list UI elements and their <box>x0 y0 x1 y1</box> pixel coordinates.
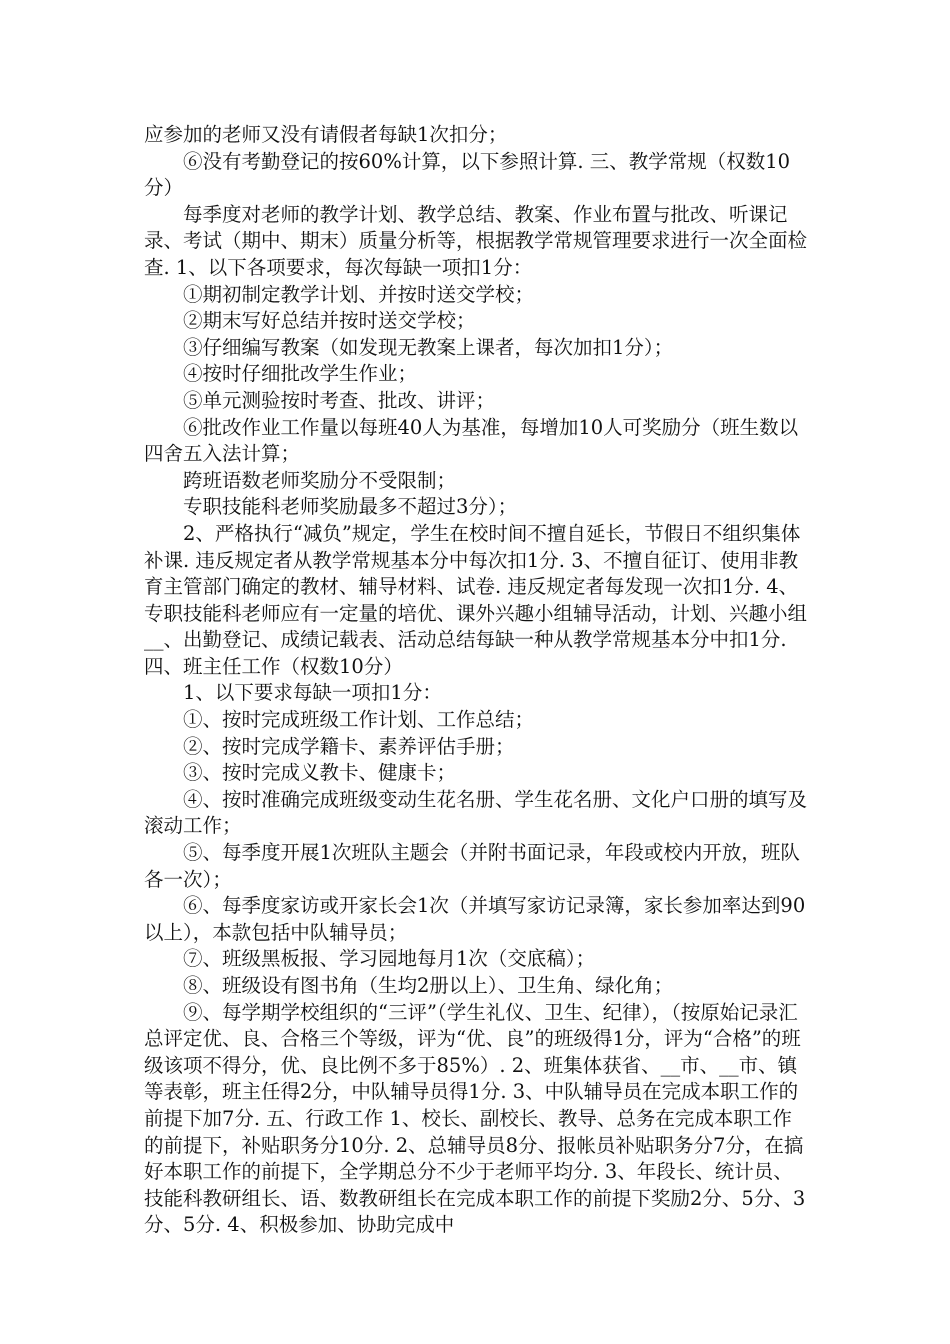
document-body <box>144 122 808 1239</box>
paragraph-3: 每季度对老师的教学计划、教学总结、教案、作业布置与批改、听课记录、考试（期中、期末）质量分析等，根据教学常规管理要求进行一次全面检查. 1、以下各项要求，每次每缺一项扣1分： <box>144 202 808 279</box>
paragraph-9: ⑥批改作业工作量以每班40人为基准，每增加10人可奖励分（班生数以四舍五入法计算； <box>144 415 799 466</box>
paragraph-6: ③仔细编写教案（如发现无教案上课者，每次加扣1分）； <box>183 335 674 359</box>
paragraph-7: ④按时仔细批改学生作业； <box>183 362 418 386</box>
paragraph-2: ⑥没有考勤登记的按60%计算，以下参照计算. 三、教学常规（权数10分） <box>144 149 791 200</box>
paragraph-10: 跨班语数老师奖励分不受限制； <box>183 468 457 492</box>
paragraph-20: ⑦、班级黑板报、学习园地每月1次（交底稿）； <box>183 947 596 971</box>
paragraph-11: 专职技能科老师奖励最多不超过3分）； <box>183 495 518 519</box>
paragraph-4: ①期初制定教学计划、并按时送交学校； <box>183 282 535 306</box>
paragraph-8: ⑤单元测验按时考查、批改、讲评； <box>183 388 496 412</box>
paragraph-19: ⑥、每季度家访或开家长会1次（并填写家访记录簿，家长参加率达到90以上），本款包括中队辅导员； <box>144 894 806 944</box>
paragraph-14: ①、按时完成班级工作计划、工作总结； <box>183 708 535 732</box>
paragraph-13: 1、以下要求每缺一项扣1分： <box>183 681 442 705</box>
paragraph-12: 2、严格执行“减负”规定，学生在校时间不擅自延长，节假日不组织集体补课. 违反规定者从教学常规基本分中每次扣1分. 3、不擅自征订、使用非教育主管部门确定的教材、辅导材料、试卷. 违反规定者每发现一次扣1分. 4、专职技能科老师应有一定量的培优、课外兴趣小组辅导活动，计划、兴趣小组__、出勤登记、成绩记载表、活动总结每缺一种从教学常规基本分中扣1分. 四、班主任工作（权数10分） <box>144 521 808 678</box>
paragraph-17: ④、按时准确完成班级变动生花名册、学生花名册、文化户口册的填写及滚动工作； <box>144 787 808 838</box>
paragraph-22: ⑨、每学期学校组织的“三评”（学生礼仪、卫生、纪律），（按原始记录汇总评定优、良、合格三个等级，评为“优、良”的班级得1分，评为“合格”的班级该项不得分，优、良比例不多于85%）. 2、班集体获省、__市、__市、镇等表彰，班主任得2分，中队辅导员得1分. 3、中队辅导员在完成本职工作的前提下加7分. 五、行政工作 1、校长、副校长、教导、总务在完成本职工作的前提下，补贴职务分10分. 2、总辅导员8分、报帐员补贴职务分7分，在搞好本职工作的前提下，全学期总分不少于老师平均分. 3、年段长、统计员、技能科教研组长、语、数教研组长在完成本职工作的前提下奖励2分、5分、3分、5分. 4、积极参加、协助完成中 <box>144 1000 806 1237</box>
paragraph-21: ⑧、班级设有图书角（生均2册以上）、卫生角、绿化角； <box>183 974 674 997</box>
paragraph-1: 应参加的老师又没有请假者每缺1次扣分； <box>144 123 508 146</box>
paragraph-16: ③、按时完成义教卡、健康卡； <box>183 761 457 785</box>
paragraph-5: ②期末写好总结并按时送交学校； <box>183 309 476 333</box>
paragraph-18: ⑤、每季度开展1次班队主题会（并附书面记录，年段或校内开放，班队各一次）； <box>144 841 800 891</box>
paragraph-15: ②、按时完成学籍卡、素养评估手册； <box>183 734 515 758</box>
